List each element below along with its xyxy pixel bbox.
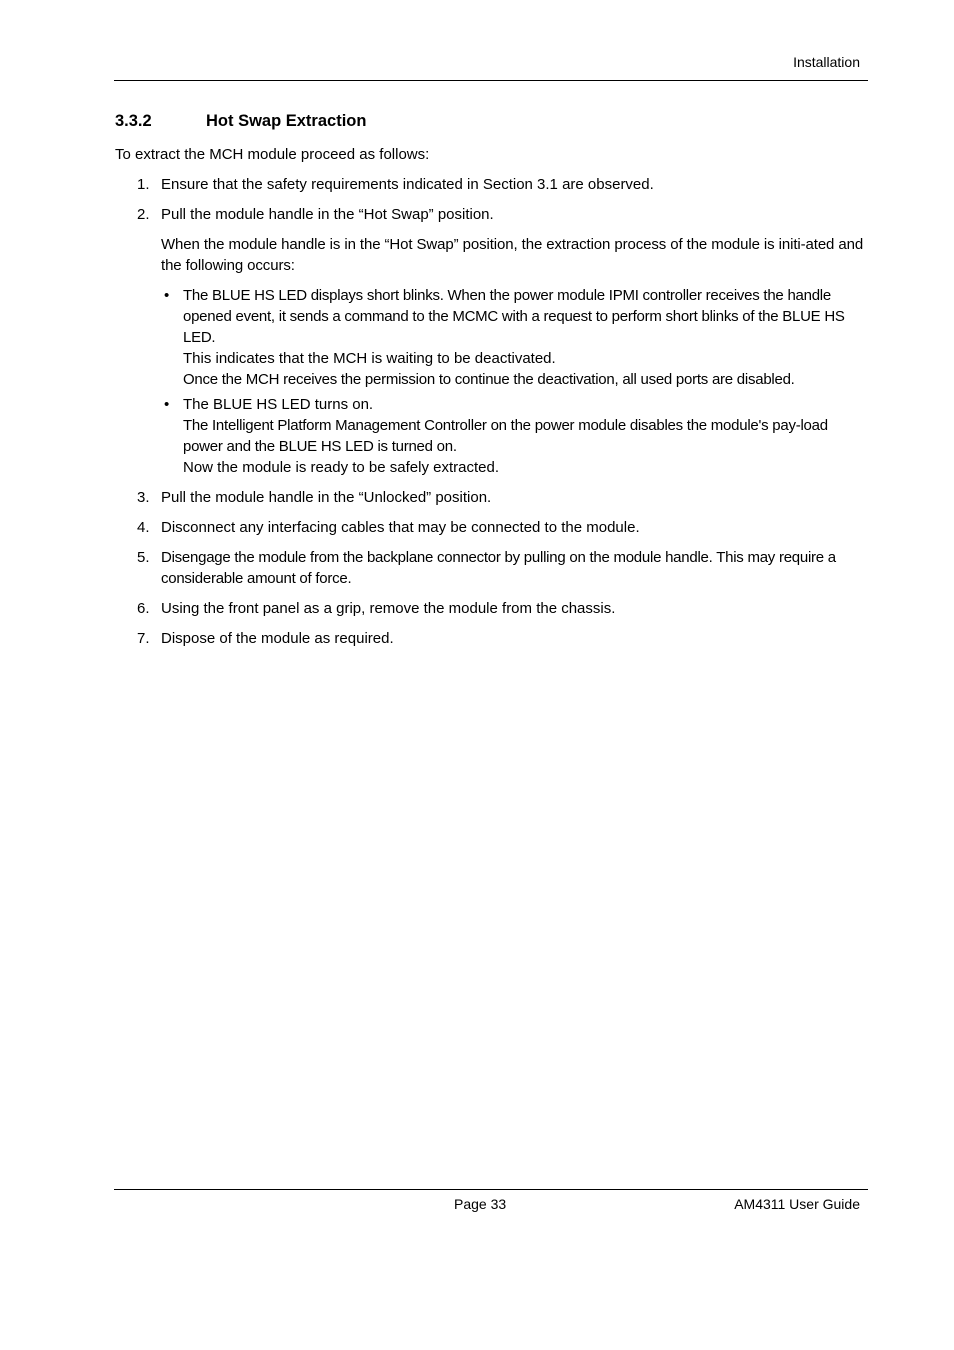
step-item: [115, 204, 867, 478]
bullet-line: This indicates that the MCH is waiting to be deactivated.: [183, 350, 556, 367]
bullet-item: [161, 285, 867, 390]
step-text: Pull the module handle in the “Unlocked” position.: [161, 489, 492, 506]
step-item: [115, 487, 867, 508]
section-title: Hot Swap Extraction: [206, 112, 367, 130]
section-number: 3.3.2: [115, 112, 152, 130]
running-head: Installation: [793, 54, 860, 70]
bullet-line: The BLUE HS LED displays short blinks. When the power module IPMI controller receives the handle opened event, it sends a command to the MCMC with a request to perform short blinks of the BLUE HS LED.: [183, 287, 845, 346]
step-number: 5.: [137, 549, 150, 566]
step-text: Disengage the module from the backplane connector by pulling on the module handle. This may require a considerable amount of force.: [161, 549, 836, 587]
step-number: 6.: [137, 600, 150, 617]
bullet-marker: •: [164, 287, 170, 304]
step-item: [115, 174, 867, 195]
bullet-line: Now the module is ready to be safely extracted.: [183, 459, 499, 476]
step-item: [115, 598, 867, 619]
step-number: 7.: [137, 630, 150, 647]
page-number: Page 33: [454, 1196, 507, 1212]
bullet-marker: •: [164, 396, 170, 413]
steps-list: [115, 174, 867, 658]
step-number: 3.: [137, 489, 150, 506]
step-number: 4.: [137, 519, 150, 536]
document-title: AM4311 User Guide: [734, 1196, 860, 1212]
bullet-line: The BLUE HS LED turns on.: [183, 396, 374, 413]
step-text: Using the front panel as a grip, remove the module from the chassis.: [161, 600, 616, 617]
step-item: [115, 547, 867, 589]
step-number: 1.: [137, 176, 150, 193]
step-item: [115, 517, 867, 538]
intro-paragraph: To extract the MCH module proceed as follows:: [115, 146, 430, 163]
section-heading: [115, 112, 366, 131]
step-item: [115, 628, 867, 649]
step-number: 2.: [137, 206, 150, 223]
step-text: Disconnect any interfacing cables that may be connected to the module.: [161, 519, 640, 536]
step-note: When the module handle is in the “Hot Swap” position, the extraction process of the module is initi-ated and the following occurs:: [161, 236, 864, 274]
bullet-item: [161, 394, 867, 478]
step-text: Dispose of the module as required.: [161, 630, 394, 647]
header-rule: [114, 80, 868, 81]
bullet-line: The Intelligent Platform Management Controller on the power module disables the module's pay-load power and the BLUE HS LED is turned on.: [183, 417, 828, 455]
bullet-line: Once the MCH receives the permission to continue the deactivation, all used ports are disabled.: [183, 371, 795, 388]
bullet-list: [161, 285, 867, 478]
step-text: Pull the module handle in the “Hot Swap” position.: [161, 206, 494, 223]
footer-rule: [114, 1189, 868, 1190]
step-text: Ensure that the safety requirements indicated in Section 3.1 are observed.: [161, 176, 654, 193]
